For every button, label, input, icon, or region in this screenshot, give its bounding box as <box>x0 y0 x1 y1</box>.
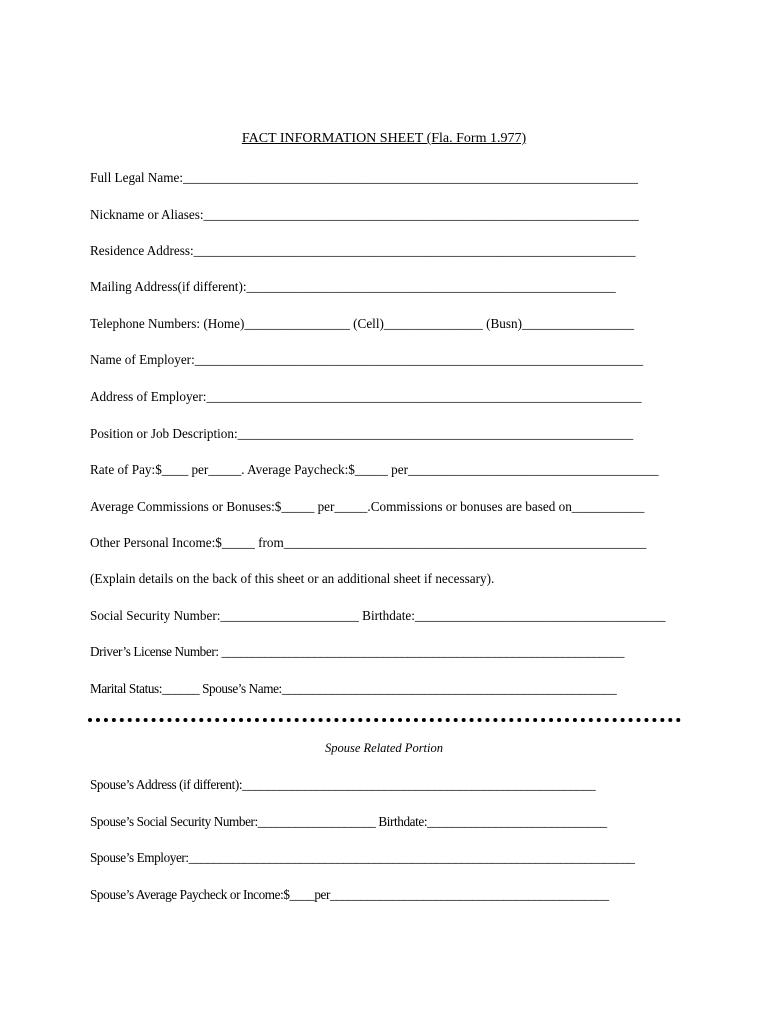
field-address-of-employer[interactable]: Address of Employer:__________________________________________________________________ <box>90 389 642 404</box>
field-mailing-address[interactable]: Mailing Address(if different):________________________________________________________ <box>90 279 616 294</box>
field-nickname-aliases[interactable]: Nickname or Aliases:__________________________________________________________________ <box>90 207 639 222</box>
field-full-legal-name[interactable]: Full Legal Name:_____________________________________________________________________ <box>90 170 638 185</box>
field-name-of-employer[interactable]: Name of Employer:____________________________________________________________________ <box>90 352 644 367</box>
field-drivers-license[interactable]: Driver’s License Number: _________________________________________________________________ <box>90 644 625 659</box>
field-residence-address[interactable]: Residence Address:___________________________________________________________________ <box>90 243 636 258</box>
field-other-personal-income[interactable]: Other Personal Income:$_____ from_______________________________________________________ <box>90 535 647 550</box>
field-average-commissions[interactable]: Average Commissions or Bonuses:$_____ per_____.Commissions or bonuses are based on___________ <box>90 499 645 514</box>
field-rate-of-pay[interactable]: Rate of Pay:$____ per_____. Average Paycheck:$_____ per______________________________________ <box>90 462 659 477</box>
field-social-security-birthdate[interactable]: Social Security Number:_____________________ Birthdate:______________________________________ <box>90 608 666 623</box>
section-divider <box>88 718 681 722</box>
field-telephone-numbers[interactable]: Telephone Numbers: (Home)________________ (Cell)_______________ (Busn)_________________ <box>90 316 635 331</box>
field-spouse-paycheck-income[interactable]: Spouse’s Average Paycheck or Income:$____per_____________________________________________ <box>90 887 609 902</box>
field-spouse-ssn-birthdate[interactable]: Spouse’s Social Security Number:___________________ Birthdate:_____________________________ <box>90 814 607 829</box>
field-marital-status-spouse-name[interactable]: Marital Status:______ Spouse’s Name:______________________________________________________ <box>90 681 617 696</box>
form-title: FACT INFORMATION SHEET (Fla. Form 1.977) <box>241 131 527 146</box>
explanation-note: (Explain details on the back of this sheet or an additional sheet if necessary). <box>90 571 495 586</box>
field-position-job-description[interactable]: Position or Job Description:____________________________________________________________ <box>90 426 634 441</box>
field-spouse-address[interactable]: Spouse’s Address (if different):_________________________________________________________ <box>90 777 596 792</box>
spouse-section-title: Spouse Related Portion <box>324 741 444 755</box>
field-spouse-employer[interactable]: Spouse’s Employer:________________________________________________________________________ <box>90 850 635 865</box>
